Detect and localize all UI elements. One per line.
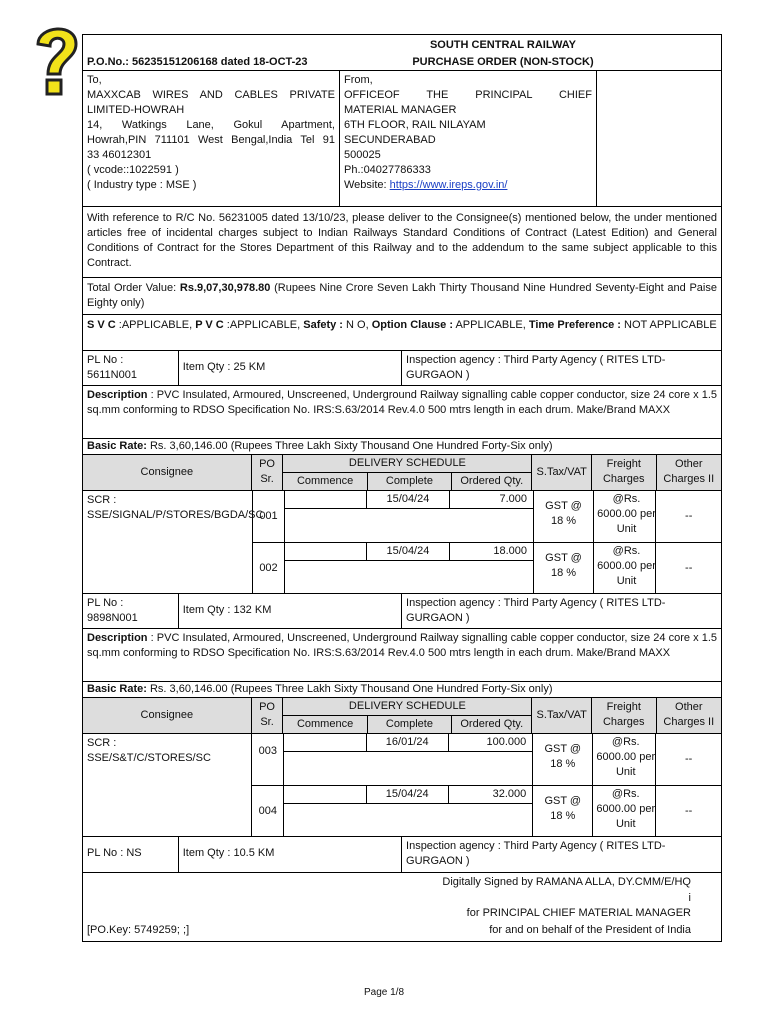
item-description: Description : PVC Insulated, Armoured, Unscreened, Underground Railway signalling cable copper conductor, size 24 core x 1.5 sq.mm conforming to RDSO Specification No. IRS:S.63/2014 Rev.4.0 500 mtrs length in each drum. Make/Brand MAXX xyxy=(82,386,722,439)
address-block xyxy=(82,71,722,207)
item-header: PL No : 9898N001 Item Qty : 132 KM Inspection agency : Third Party Agency ( RITES LTD-GURGAON ) xyxy=(82,594,722,629)
item-qty: Item Qty : 132 KM xyxy=(179,594,402,628)
consignee: SCR : SSE/S&T/C/STORES/SC xyxy=(83,734,252,836)
inspection-agency: Inspection agency : Third Party Agency ( RITES LTD-GURGAON ) xyxy=(406,354,666,381)
item-qty: Item Qty : 25 KM xyxy=(179,351,402,385)
railway-name: SOUTH CENTRAL RAILWAY xyxy=(429,39,577,51)
page-number: Page 1/8 xyxy=(363,987,405,998)
schedule-header: Consignee PO Sr. DELIVERY SCHEDULE Commence Complete Ordered Qty. S.Tax/VAT Freight Charges Other Charges II xyxy=(82,455,722,491)
table-row: 002 15/04/24 18.000 GST @ 18 % @Rs. 6000.00 per Unit xyxy=(253,543,680,593)
item-header xyxy=(82,837,722,873)
table-row: 004 15/04/24 32.000 GST @ 18 % @Rs. 6000.00 per Unit xyxy=(252,786,680,836)
schedule-body: SCR : SSE/SIGNAL/P/STORES/BGDA/SC 001 15/04/24 7.000 GST @ 18 % @Rs. 6000.00 per Unit 002 15/04/24 18.000 GST @ 18 % @Rs. 6000.00 per Unit -- -- xyxy=(82,491,722,594)
basic-rate: Basic Rate: Rs. 3,60,146.00 (Rupees Three Lakh Sixty Thousand One Hundred Forty-Six only) xyxy=(82,682,722,698)
inspection-agency: Inspection agency : Third Party Agency ( RITES LTD-GURGAON ) xyxy=(406,840,666,867)
digital-signature: Digitally Signed by RAMANA ALLA, DY.CMM/E/HQ xyxy=(442,876,691,888)
basic-rate: Basic Rate: Rs. 3,60,146.00 (Rupees Three Lakh Sixty Thousand One Hundred Forty-Six only) xyxy=(82,439,722,455)
table-row: 003 16/01/24 100.000 GST @ 18 % @Rs. 6000.00 per Unit xyxy=(252,734,680,786)
pl-number: 9898N001 xyxy=(87,612,138,624)
website-link[interactable]: https://www.ireps.gov.in/ xyxy=(389,179,508,191)
table-row: 001 15/04/24 7.000 GST @ 18 % @Rs. 6000.00 per Unit xyxy=(253,491,680,543)
total-order-value: Total Order Value: Rs.9,07,30,978.80 (Rupees Nine Crore Seven Lakh Thirty Thousand Nine Hundred Seventy-Eight and Paise Eighty only) xyxy=(82,278,722,315)
reference-paragraph: With reference to R/C No. 56231005 dated 13/10/23, please deliver to the Consignee(s) mentioned below, the under mentioned articles free of incidental charges subject to Indian Railways Standard Conditions of Contract (Latest Edition) and General Conditions of Contract for the Stores Department of this Railway and to the addendum to the same subject applicable to this Contract. xyxy=(82,207,722,278)
consignee: SCR : SSE/SIGNAL/P/STORES/BGDA/SC xyxy=(83,491,253,593)
po-type: PURCHASE ORDER (NON-STOCK) xyxy=(412,56,594,68)
po-key: [PO.Key: 5749259; ;] xyxy=(87,924,190,936)
inspection-agency: Inspection agency : Third Party Agency ( RITES LTD-GURGAON ) xyxy=(406,597,666,624)
signature-block: Digitally Signed by RAMANA ALLA, DY.CMM/E/HQ i for PRINCIPAL CHIEF MATERIAL MANAGER [PO.Key: 5749259; ;] for and on behalf of the President of India xyxy=(82,873,722,942)
item-header: PL No : 5611N001 Item Qty : 25 KM Inspection agency : Third Party Agency ( RITES LTD-GURGAON ) xyxy=(82,351,722,386)
po-number: P.O.No.: 56235151206168 dated 18-OCT-23 xyxy=(87,56,308,68)
pl-number: 5611N001 xyxy=(87,369,137,381)
po-header xyxy=(82,34,722,71)
purchase-order-page xyxy=(82,34,722,942)
to-address: To, MAXXCAB WIRES AND CABLES PRIVATE LIMITED-HOWRAH 14, Watkings Lane, Gokul Apartment, Howrah,PIN 711101 West Bengal,India Tel 91 33 46012301 ( vcode::1022591 ) ( Industry type : MSE ) xyxy=(83,71,340,206)
item-qty: Item Qty : 10.5 KM xyxy=(179,837,402,872)
question-mark-icon xyxy=(28,18,84,104)
schedule-body: SCR : SSE/S&T/C/STORES/SC 003 16/01/24 100.000 GST @ 18 % @Rs. 6000.00 per Unit 004 15/04/24 32.000 GST @ 18 % @Rs. 6000.00 per Unit -- -- xyxy=(82,734,722,837)
pl-number: PL No : NS xyxy=(83,837,179,872)
item-description: Description : PVC Insulated, Armoured, Unscreened, Underground Railway signalling cable copper conductor, size 24 core x 1.5 sq.mm conforming to RDSO Specification No. IRS:S.63/2014 Rev.4.0 500 mtrs length in each drum. Make/Brand MAXX xyxy=(82,629,722,682)
contract-conditions: S V C :APPLICABLE, P V C :APPLICABLE, Safety : N O, Option Clause : APPLICABLE, Time Preference : NOT APPLICABLE xyxy=(82,315,722,351)
from-address: From, OFFICEOF THE PRINCIPAL CHIEF MATERIAL MANAGER 6TH FLOOR, RAIL NILAYAM SECUNDERABAD 500025 Ph.:04027786333 Website: https://www.ireps.gov.in/ xyxy=(340,71,597,206)
schedule-header: Consignee PO Sr. DELIVERY SCHEDULE Commence Complete Ordered Qty. S.Tax/VAT Freight Charges Other Charges II xyxy=(82,698,722,734)
